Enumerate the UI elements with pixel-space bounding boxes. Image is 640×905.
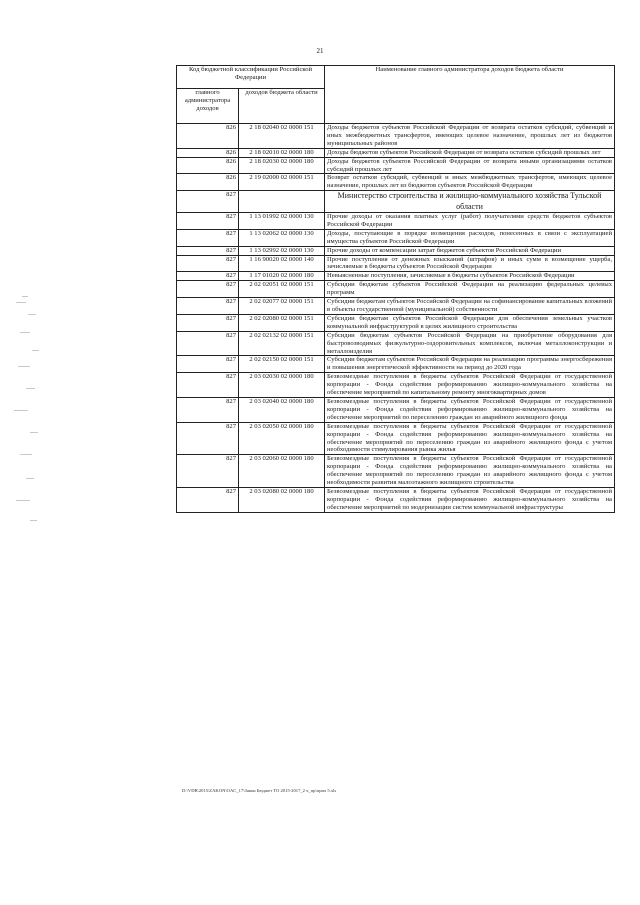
cell-description: Субсидии бюджетам субъектов Российской Федерации для обеспечения земельных участков коммунальной инфраструктурой в целях жилищного строительства (325, 314, 615, 331)
cell-description: Безвозмездные поступления в бюджеты субъектов Российской Федерации от государственной корпорации - Фонда содействия реформированию жилищно-коммунального хозяйства на обеспечение мероприятий по капитальному ремонту многоквартирных домов (325, 373, 615, 398)
header-name: Наименование главного администратора доходов бюджета области (325, 66, 615, 124)
table-row (177, 422, 615, 455)
cell-description: Доходы бюджетов субъектов Российской Федерации от возврата иными организациями остатков субсидий прошлых лет (325, 157, 615, 174)
cell-admin: 827 (177, 191, 239, 213)
cell-admin: 827 (177, 373, 239, 398)
cell-admin: 827 (177, 397, 239, 422)
cell-admin: 827 (177, 455, 239, 488)
cell-admin: 827 (177, 281, 239, 298)
cell-admin: 826 (177, 174, 239, 191)
cell-admin: 826 (177, 148, 239, 157)
cell-description: Субсидии бюджетам субъектов Российской Федерации на реализацию программы энергосбережения и повышения энергетической эффективности на период до 2020 года (325, 356, 615, 373)
table-row (177, 356, 615, 373)
cell-admin: 827 (177, 422, 239, 455)
cell-description: Доходы бюджетов субъектов Российской Федерации от возврата остатков субсидий, субвенций и иных межбюджетных трансфертов, имеющих целевое назначение, прошлых лет из бюджетов муниципальных районов (325, 124, 615, 149)
cell-income: 1 13 02062 02 0000 130 (239, 229, 325, 246)
cell-income: 2 02 02132 02 0000 151 (239, 331, 325, 356)
table-row (177, 191, 615, 213)
cell-income: 2 02 02080 02 0000 151 (239, 314, 325, 331)
cell-admin: 827 (177, 272, 239, 281)
cell-admin: 827 (177, 213, 239, 230)
cell-income: 2 18 02030 02 0000 180 (239, 157, 325, 174)
table-row (177, 246, 615, 255)
cell-admin: 827 (177, 331, 239, 356)
table-row (177, 331, 615, 356)
cell-admin: 827 (177, 246, 239, 255)
table-row (177, 255, 615, 272)
cell-description: Субсидии бюджетам субъектов Российской Федерации на софинансирование капитальных вложений в объекты государственной (муниципальной) собственности (325, 298, 615, 315)
table-row (177, 281, 615, 298)
cell-description: Невыясненные поступления, зачисляемые в бюджеты субъектов Российской Федерации (325, 272, 615, 281)
table-row (177, 174, 615, 191)
cell-admin: 827 (177, 255, 239, 272)
table-row (177, 124, 615, 149)
cell-description: Субсидии бюджетам субъектов Российской Федерации на приобретение оборудования для быстровозводимых физкультурно-оздоровительных комплексов, включая металлоконструкции и металлоизделия (325, 331, 615, 356)
cell-admin: 827 (177, 229, 239, 246)
cell-income: 2 18 02040 02 0000 151 (239, 124, 325, 149)
cell-income (239, 191, 325, 213)
cell-description: Безвозмездные поступления в бюджеты субъектов Российской Федерации от государственной корпорации - Фонда содействия реформированию жилищно-коммунального хозяйства на обеспечение мероприятий по переселению граждан из аварийного жилищного фонда с учетом необходимости развития малоэтажного жилищного строительства (325, 455, 615, 488)
footer-file-path: D:\VDB\2015\ZAKON\OAC_17\Закон Бюджет ТО 2015-2017_2 ч_пр\прил 5.xls (182, 788, 337, 793)
cell-description: Безвозмездные поступления в бюджеты субъектов Российской Федерации от государственной корпорации - Фонда содействия реформированию жилищно-коммунального хозяйства на обеспечение мероприятий по переселению граждан из аварийного жилищного фонда (325, 397, 615, 422)
table-row (177, 157, 615, 174)
cell-income: 2 02 02051 02 0000 151 (239, 281, 325, 298)
cell-description: Доходы бюджетов субъектов Российской Федерации от возврата остатков субсидий прошлых лет (325, 148, 615, 157)
table-row (177, 397, 615, 422)
cell-income: 2 03 02040 02 0000 180 (239, 397, 325, 422)
header-income: доходов бюджета области (239, 89, 325, 124)
cell-income: 2 02 02150 02 0000 151 (239, 356, 325, 373)
table-row (177, 213, 615, 230)
cell-admin: 827 (177, 356, 239, 373)
cell-admin: 827 (177, 487, 239, 512)
table-row (177, 272, 615, 281)
table-row (177, 373, 615, 398)
cell-description: Прочие поступления от денежных взысканий (штрафов) и иных сумм в возмещение ущерба, зачисляемые в бюджеты субъектов Российской Федерации (325, 255, 615, 272)
table-row (177, 229, 615, 246)
cell-income: 2 03 02050 02 0000 180 (239, 422, 325, 455)
cell-description: Прочие доходы от оказания платных услуг (работ) получателями средств бюджетов субъектов Российской Федерации (325, 213, 615, 230)
cell-income: 2 18 02010 02 0000 180 (239, 148, 325, 157)
cell-income: 1 17 01020 02 0000 180 (239, 272, 325, 281)
cell-income: 2 19 02000 02 0000 151 (239, 174, 325, 191)
cell-admin: 826 (177, 124, 239, 149)
table-body (177, 124, 615, 513)
ministry-name: Министерство строительства и жилищно-коммунального хозяйства Тульской области (325, 191, 615, 213)
table-row (177, 298, 615, 315)
cell-description: Безвозмездные поступления в бюджеты субъектов Российской Федерации от государственной корпорации - Фонда содействия реформированию жилищно-коммунального хозяйства на обеспечение мероприятий по переселению граждан из аварийного жилищного фонда с учетом необходимости стимулирования рынка жилья (325, 422, 615, 455)
table-row (177, 487, 615, 512)
header-kbk: Код бюджетной классификации Российской Федерации (177, 66, 325, 89)
cell-income: 1 13 02992 02 0000 130 (239, 246, 325, 255)
cell-description: Доходы, поступающие в порядке возмещения расходов, понесенных в связи с эксплуатацией имущества субъектов Российской Федерации (325, 229, 615, 246)
cell-income: 1 16 90020 02 0000 140 (239, 255, 325, 272)
table-row (177, 314, 615, 331)
cell-income: 2 02 02077 02 0000 151 (239, 298, 325, 315)
table-row (177, 455, 615, 488)
cell-income: 2 03 02060 02 0000 180 (239, 455, 325, 488)
table-row (177, 148, 615, 157)
page-number: 21 (316, 47, 324, 55)
header-admin: главного администратора доходов (177, 89, 239, 124)
budget-table (176, 65, 615, 513)
cell-description: Возврат остатков субсидий, субвенций и иных межбюджетных трансфертов, имеющих целевое назначение, прошлых лет из бюджетов субъектов Российской Федерации (325, 174, 615, 191)
cell-description: Субсидии бюджетам субъектов Российской Федерации на реализацию федеральных целевых программ (325, 281, 615, 298)
cell-admin: 827 (177, 314, 239, 331)
cell-income: 2 03 02030 02 0000 180 (239, 373, 325, 398)
cell-admin: 826 (177, 157, 239, 174)
cell-description: Безвозмездные поступления в бюджеты субъектов Российской Федерации от государственной корпорации - Фонда содействия реформированию жилищно-коммунального хозяйства на обеспечение мероприятий по модернизации систем коммунальной инфраструктуры (325, 487, 615, 512)
cell-income: 1 13 01992 02 0000 130 (239, 213, 325, 230)
cell-description: Прочие доходы от компенсации затрат бюджетов субъектов Российской Федерации (325, 246, 615, 255)
cell-income: 2 03 02080 02 0000 180 (239, 487, 325, 512)
margin-marks (12, 292, 48, 527)
cell-admin: 827 (177, 298, 239, 315)
table-header-row (177, 66, 615, 89)
